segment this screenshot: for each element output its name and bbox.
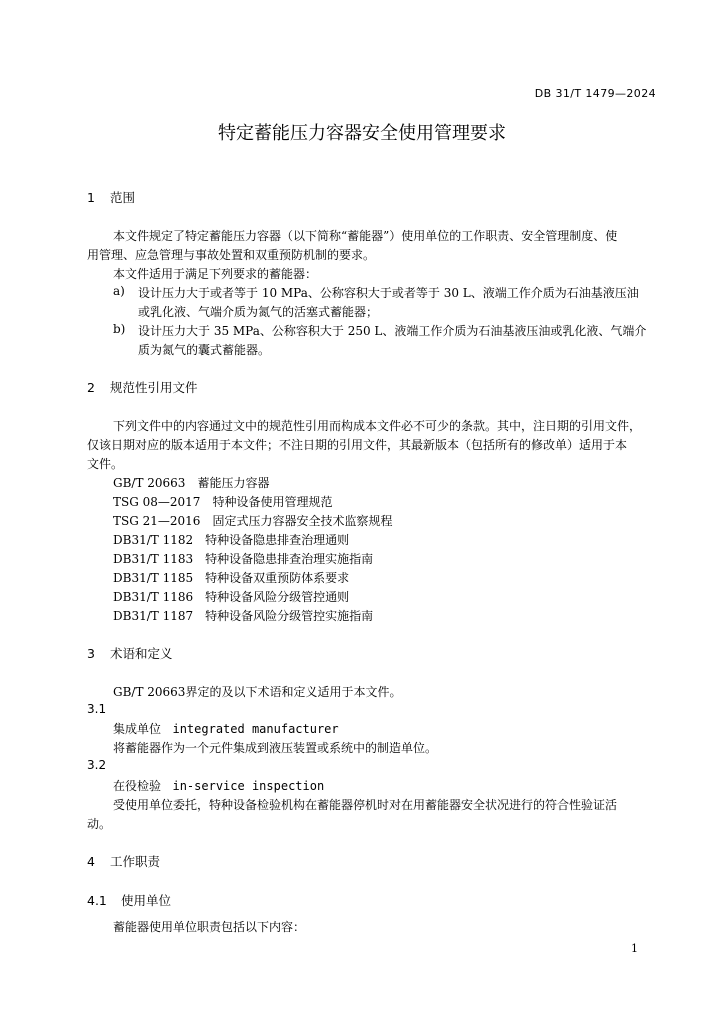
term-definition: 将蓄能器作为一个元件集成到液压装置或系统中的制造单位。 [113, 741, 438, 755]
subsection-title: 使用单位 [120, 893, 171, 908]
reference-code: DB31/T 1186 [113, 590, 194, 604]
list-marker-a: a) [113, 284, 125, 298]
term-chinese: 在役检验 [113, 779, 162, 793]
term-english: integrated manufacturer [172, 722, 339, 736]
reference-title: 特种设备双重预防体系要求 [205, 571, 350, 585]
section-number: 1 [87, 190, 95, 205]
term-number: 3.1 [87, 702, 107, 716]
reference-title: 特种设备隐患排查治理通则 [205, 533, 350, 547]
list-item-b-line: 质为氮气的囊式蓄能器。 [138, 343, 271, 357]
term-number: 3.2 [87, 758, 107, 772]
normative-paragraph-line: 仅该日期对应的版本适用于本文件；不注日期的引用文件，其最新版本（包括所有的修改单）适用于本 [87, 438, 628, 452]
list-item-a-line: 设计压力大于或者等于 10 MPa、公称容积大于或者等于 30 L、液端工作介质为石油基液压油 [138, 286, 639, 300]
reference-title: 特种设备风险分级管控通则 [205, 590, 350, 604]
section-number: 2 [87, 380, 95, 395]
reference-title: 固定式压力容器安全技术监察规程 [212, 514, 393, 528]
reference-item [113, 474, 269, 491]
reference-code: TSG 21—2016 [113, 514, 201, 528]
term-definition-line: 动。 [87, 817, 112, 831]
normative-paragraph-line: 文件。 [87, 457, 124, 471]
section-title: 范围 [109, 190, 135, 205]
section-title: 术语和定义 [109, 646, 173, 661]
term-definition-line: 受使用单位委托，特种设备检验机构在蓄能器停机时对在用蓄能器安全状况进行的符合性验证活 [113, 798, 618, 812]
scope-paragraph-line: 用管理、应急管理与事故处置和双重预防机制的要求。 [87, 248, 376, 262]
list-item-b-line: 设计压力大于 35 MPa、公称容积大于 250 L、液端工作介质为石油基液压油或乳化液、气端介 [138, 324, 647, 338]
reference-code: DB31/T 1182 [113, 533, 194, 547]
subsection-number: 4.1 [87, 893, 107, 908]
normative-paragraph-line: 下列文件中的内容通过文中的规范性引用而构成本文件必不可少的条款。其中，注日期的引用文件， [113, 419, 642, 433]
reference-title: 特种设备风险分级管控实施指南 [205, 609, 374, 623]
section-4-heading [87, 852, 160, 870]
reference-title: 特种设备使用管理规范 [212, 495, 333, 509]
terms-intro: GB/T 20663界定的及以下术语和定义适用于本文件。 [113, 685, 402, 699]
section-title: 工作职责 [109, 854, 160, 869]
reference-code: DB31/T 1187 [113, 609, 194, 623]
reference-item [113, 531, 349, 548]
scope-applicability-line: 本文件适用于满足下列要求的蓄能器： [113, 267, 318, 281]
standard-code: DB 31/T 1479—2024 [534, 87, 656, 100]
document-title: 特定蓄能压力容器安全使用管理要求 [218, 123, 506, 144]
term-english: in-service inspection [172, 779, 325, 793]
reference-code: GB/T 20663 [113, 476, 186, 490]
reference-item [113, 493, 332, 510]
term-entry [113, 777, 324, 794]
section-number: 3 [87, 646, 95, 661]
reference-title: 蓄能压力容器 [197, 476, 270, 490]
reference-code: DB31/T 1183 [113, 552, 194, 566]
reference-item [113, 512, 392, 529]
scope-paragraph-line: 本文件规定了特定蓄能压力容器（以下简称“蓄能器”）使用单位的工作职责、安全管理制度、使 [113, 229, 618, 243]
reference-title: 特种设备隐患排查治理实施指南 [205, 552, 374, 566]
reference-code: TSG 08—2017 [113, 495, 201, 509]
term-entry [113, 720, 339, 737]
subsection-4-1-heading [87, 891, 171, 909]
reference-item [113, 569, 349, 586]
reference-item [113, 607, 373, 624]
reference-item [113, 550, 373, 567]
term-chinese: 集成单位 [113, 722, 162, 736]
list-marker-b: b) [113, 322, 126, 336]
page-number: 1 [631, 942, 638, 955]
duties-intro: 蓄能器使用单位职责包括以下内容： [113, 920, 306, 934]
list-item-a-line: 或乳化液、气端介质为氮气的活塞式蓄能器； [138, 305, 379, 319]
section-2-heading [87, 378, 198, 396]
reference-code: DB31/T 1185 [113, 571, 194, 585]
section-1-heading [87, 188, 135, 206]
reference-item [113, 588, 349, 605]
section-number: 4 [87, 854, 95, 869]
section-3-heading [87, 644, 173, 662]
section-title: 规范性引用文件 [109, 380, 198, 395]
